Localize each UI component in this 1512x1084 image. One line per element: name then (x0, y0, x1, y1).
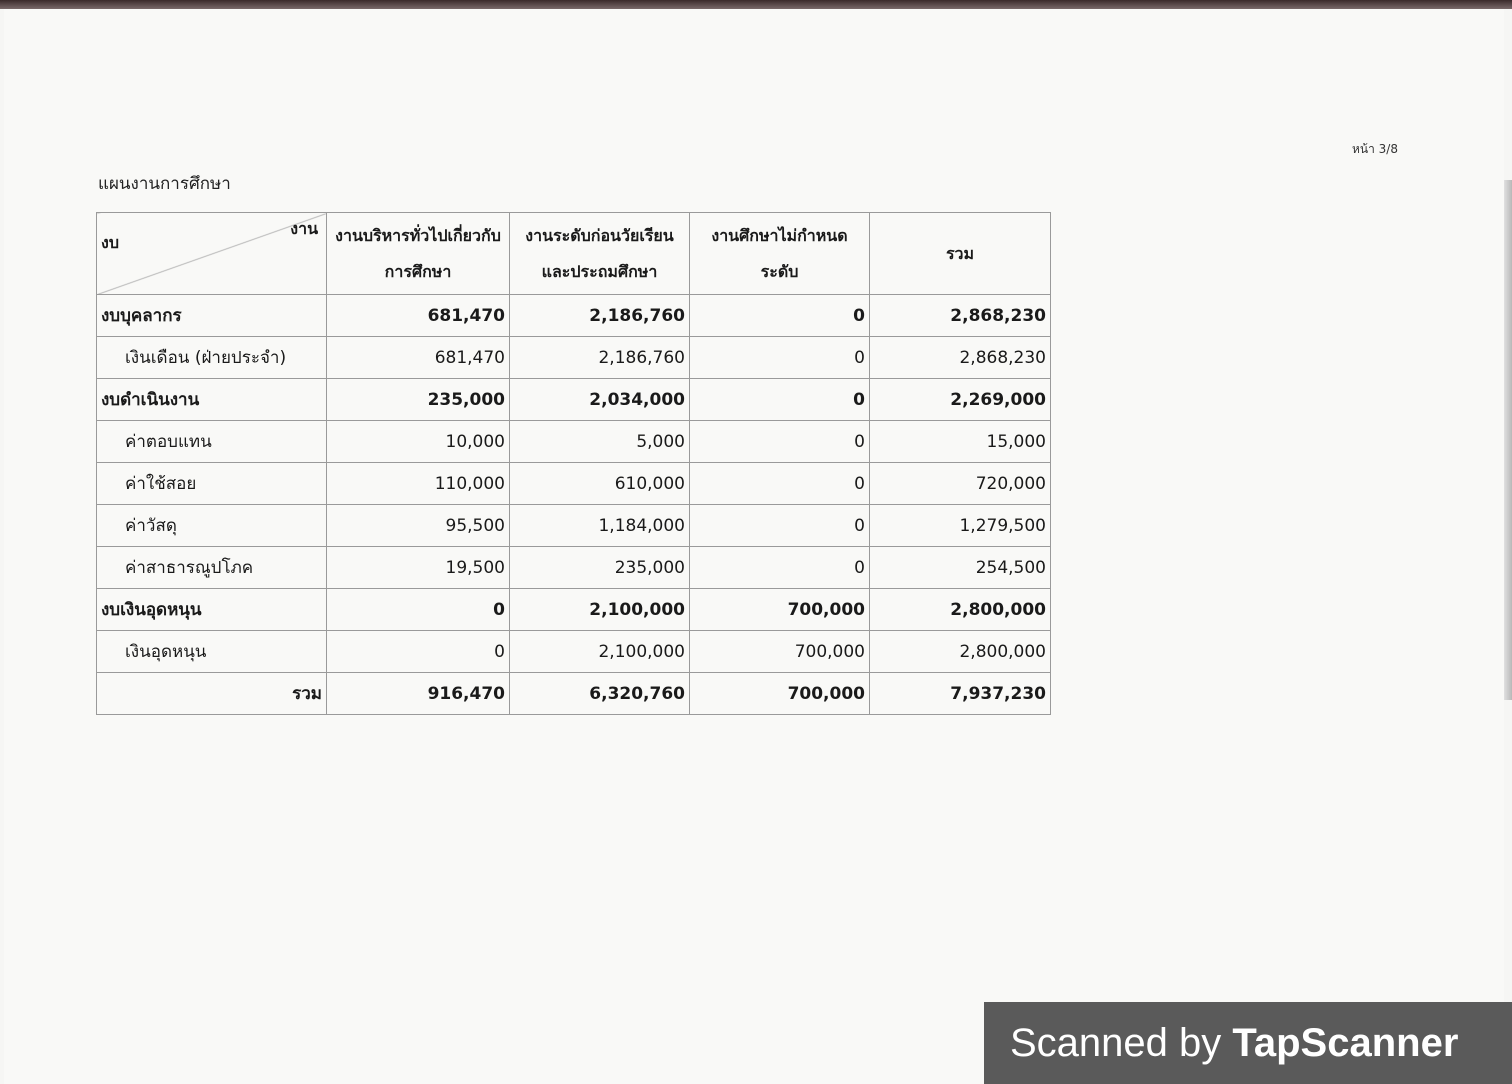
amount-cell: 681,470 (327, 337, 510, 379)
row-label: งบบุคลากร (97, 295, 327, 337)
amount-cell: 7,937,230 (870, 673, 1051, 715)
column-header-total: รวม (870, 213, 1051, 295)
scan-right-edge (1504, 180, 1512, 700)
amount-cell: 0 (327, 631, 510, 673)
amount-cell: 700,000 (690, 589, 870, 631)
amount-cell: 2,186,760 (510, 295, 690, 337)
amount-cell: 0 (690, 547, 870, 589)
amount-cell: 254,500 (870, 547, 1051, 589)
table-row (97, 295, 1051, 337)
table-row (97, 379, 1051, 421)
table-row (97, 421, 1051, 463)
amount-cell: 95,500 (327, 505, 510, 547)
scanner-watermark (984, 1002, 1512, 1084)
table-row (97, 589, 1051, 631)
row-label: เงินอุดหนุน (97, 631, 327, 673)
amount-cell: 2,269,000 (870, 379, 1051, 421)
amount-cell: 0 (690, 421, 870, 463)
watermark-prefix: Scanned by (1010, 1021, 1233, 1065)
amount-cell: 10,000 (327, 421, 510, 463)
budget-table (96, 212, 1051, 715)
amount-cell: 0 (327, 589, 510, 631)
amount-cell: 0 (690, 463, 870, 505)
amount-cell: 916,470 (327, 673, 510, 715)
watermark-brand: TapScanner (1232, 1021, 1459, 1065)
total-label: รวม (97, 673, 327, 715)
table-row (97, 505, 1051, 547)
corner-header-cell (97, 213, 327, 295)
row-label: ค่าวัสดุ (97, 505, 327, 547)
page-number: หน้า 3/8 (1352, 142, 1398, 156)
amount-cell: 610,000 (510, 463, 690, 505)
amount-cell: 2,868,230 (870, 295, 1051, 337)
amount-cell: 6,320,760 (510, 673, 690, 715)
amount-cell: 1,279,500 (870, 505, 1051, 547)
amount-cell: 15,000 (870, 421, 1051, 463)
amount-cell: 681,470 (327, 295, 510, 337)
amount-cell: 2,868,230 (870, 337, 1051, 379)
amount-cell: 2,800,000 (870, 631, 1051, 673)
column-header: งานระดับก่อนวัยเรียนและประถมศึกษา (510, 213, 690, 295)
amount-cell: 0 (690, 379, 870, 421)
amount-cell: 235,000 (510, 547, 690, 589)
row-label: ค่าใช้สอย (97, 463, 327, 505)
row-label: งบดำเนินงาน (97, 379, 327, 421)
amount-cell: 5,000 (510, 421, 690, 463)
amount-cell: 720,000 (870, 463, 1051, 505)
row-label: เงินเดือน (ฝ่ายประจำ) (97, 337, 327, 379)
row-label: ค่าสาธารณูปโภค (97, 547, 327, 589)
table-body (97, 295, 1051, 715)
amount-cell: 2,034,000 (510, 379, 690, 421)
amount-cell: 0 (690, 337, 870, 379)
amount-cell: 19,500 (327, 547, 510, 589)
amount-cell: 700,000 (690, 673, 870, 715)
document-title: แผนงานการศึกษา (98, 174, 231, 194)
row-label: งบเงินอุดหนุน (97, 589, 327, 631)
column-header: งานบริหารทั่วไปเกี่ยวกับการศึกษา (327, 213, 510, 295)
table-row (97, 337, 1051, 379)
corner-label-work: งาน (290, 219, 318, 238)
amount-cell: 0 (690, 295, 870, 337)
table-row (97, 547, 1051, 589)
amount-cell: 235,000 (327, 379, 510, 421)
scan-top-edge (0, 0, 1512, 9)
amount-cell: 2,100,000 (510, 631, 690, 673)
amount-cell: 0 (690, 505, 870, 547)
table-total-row (97, 673, 1051, 715)
column-header: งานศึกษาไม่กำหนดระดับ (690, 213, 870, 295)
row-label: ค่าตอบแทน (97, 421, 327, 463)
amount-cell: 110,000 (327, 463, 510, 505)
amount-cell: 2,186,760 (510, 337, 690, 379)
corner-label-budget: งบ (101, 233, 119, 252)
table-header-row (97, 213, 1051, 295)
table-row (97, 463, 1051, 505)
amount-cell: 700,000 (690, 631, 870, 673)
amount-cell: 2,100,000 (510, 589, 690, 631)
table-row (97, 631, 1051, 673)
amount-cell: 1,184,000 (510, 505, 690, 547)
amount-cell: 2,800,000 (870, 589, 1051, 631)
